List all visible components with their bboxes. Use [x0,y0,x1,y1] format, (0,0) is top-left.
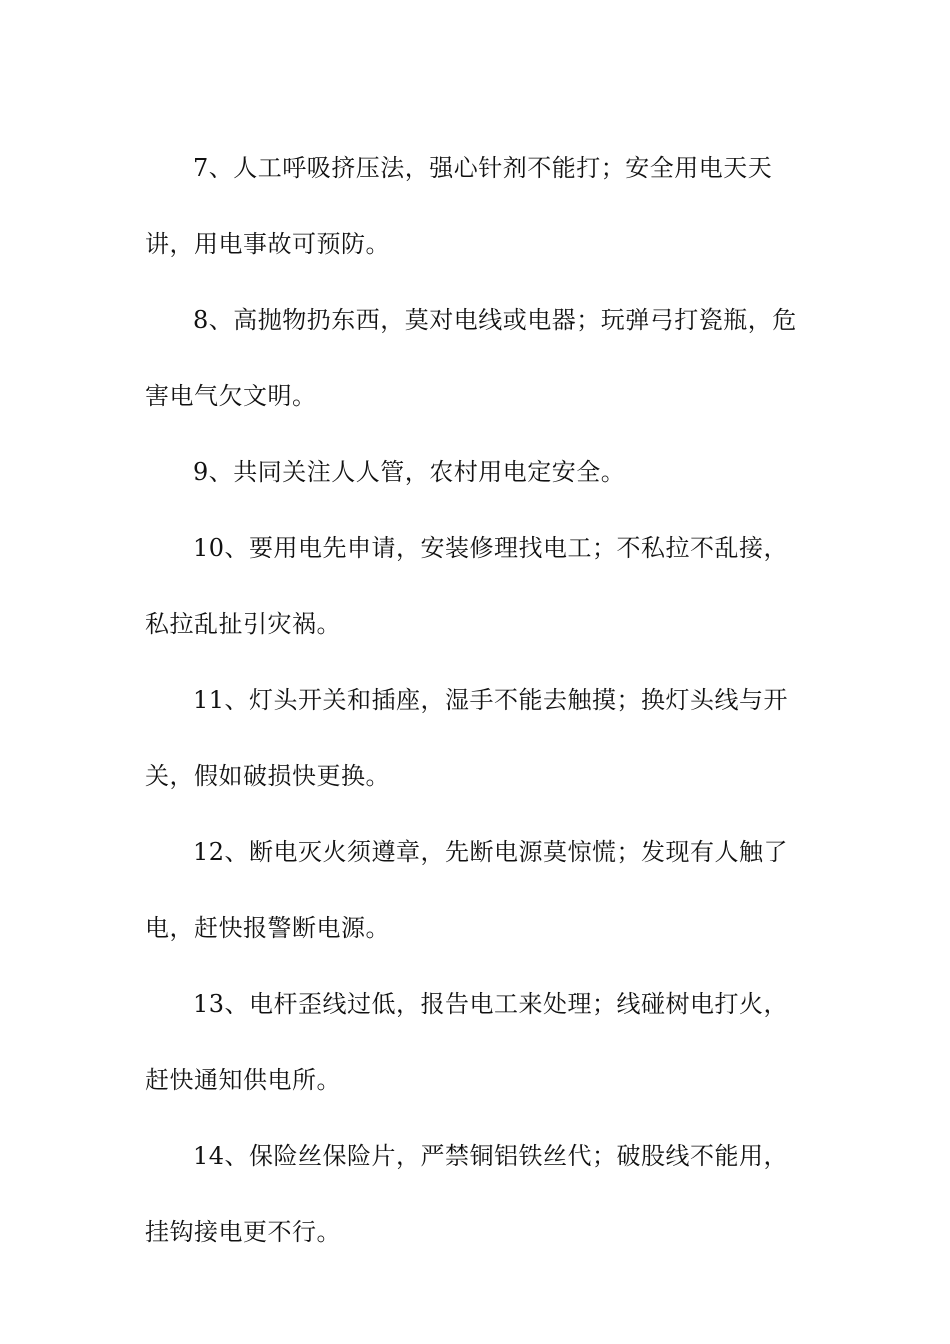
paragraph-14-line1: 14、保险丝保险片，严禁铜铝铁丝代；破股线不能用，挂 [145,1142,789,1246]
paragraph-9 [145,434,810,510]
paragraph-10-line2: 拉乱扯引灾祸。 [169,610,341,638]
paragraph-11 [145,662,810,814]
paragraph-11-line2: 假如破损快更换。 [194,762,390,790]
paragraph-13 [145,966,810,1118]
paragraph-13-line1: 13、电杆歪线过低，报告电工来处理；线碰树电打火，赶 [145,990,789,1094]
paragraph-12-line2: 赶快报警断电源。 [194,914,390,942]
paragraph-12 [145,814,810,966]
paragraph-14 [145,1118,810,1270]
paragraph-8-line2: 电气欠文明。 [169,382,317,410]
paragraph-8 [145,282,810,434]
paragraph-7-line1: 7、人工呼吸挤压法，强心针剂不能打；安全用电天天讲， [145,154,773,258]
paragraph-14-line2: 钩接电更不行。 [169,1218,341,1246]
paragraph-11-line1: 11、灯头开关和插座，湿手不能去触摸；换灯头线与开关， [145,686,789,790]
paragraph-10-line1: 10、要用电先申请，安装修理找电工；不私拉不乱接，私 [145,534,789,638]
paragraph-7 [145,130,810,282]
paragraph-8-line1: 8、高抛物扔东西，莫对电线或电器；玩弹弓打瓷瓶，危害 [145,306,797,410]
document-body [145,130,810,1270]
paragraph-12-line1: 12、断电灭火须遵章，先断电源莫惊慌；发现有人触了电， [145,838,789,942]
paragraph-7-line2: 用电事故可预防。 [194,230,390,258]
paragraph-9-line1: 9、共同关注人人管，农村用电定安全。 [193,458,626,486]
paragraph-13-line2: 快通知供电所。 [169,1066,341,1094]
paragraph-10 [145,510,810,662]
